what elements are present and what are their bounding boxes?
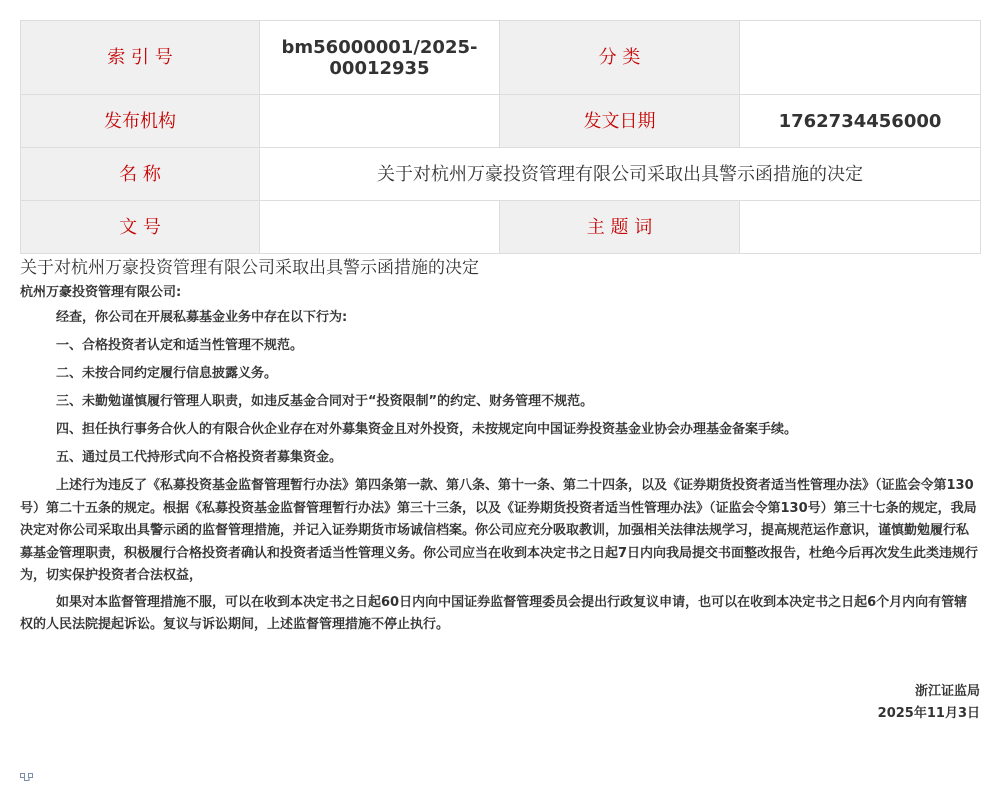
metadata-row-index (21, 21, 981, 95)
signature-organization: 浙江证监局 (914, 683, 980, 699)
keywords-value (740, 201, 981, 254)
category-label: 分 类 (500, 21, 740, 95)
addressee: 杭州万豪投资管理有限公司: (20, 285, 182, 300)
issue-date-value: 1762734456000 (740, 95, 981, 148)
paragraph-intro: 经查，你公司在开展私募基金业务中存在以下行为: (56, 310, 348, 325)
paragraph-item-2: 二、未按合同约定履行信息披露义务。 (56, 366, 278, 381)
metadata-row-docno (21, 201, 981, 254)
name-label: 名 称 (21, 148, 260, 201)
name-value: 关于对杭州万豪投资管理有限公司采取出具警示函措施的决定 (260, 148, 981, 201)
document-title: 关于对杭州万豪投资管理有限公司采取出具警示函措施的决定 (20, 258, 479, 278)
paragraph-item-1: 一、合格投资者认定和适当性管理不规范。 (56, 338, 304, 353)
metadata-table (20, 20, 981, 254)
paragraph-item-3: 三、未勤勉谨慎履行管理人职责，如违反基金合同对于“投资限制”的约定、财务管理不规范。 (56, 394, 594, 409)
index-number-value: bm56000001/2025-00012935 (260, 21, 500, 95)
signature-date: 2025年11月3日 (877, 705, 980, 721)
document-number-label: 文 号 (21, 201, 260, 254)
index-number-label: 索 引 号 (21, 21, 260, 95)
issuer-value (260, 95, 500, 148)
paragraph-decision: 上述行为违反了《私募投资基金监督管理暂行办法》第四条第一款、第八条、第十一条、第二十四条，以及《证券期货投资者适当性管理办法》（证监会令第130号）第二十五条的规定。根据《私募投资基金监督管理暂行办法》第三十三条，以及《证券期货投资者适当性管理办法》（证监会令第130号）第三十七条的规定，我局决定对你公司采取出具警示函的监督管理措施，并记入证券期货市场诚信档案。你公司应充分吸取教训，加强相关法律法规学习，提高规范运作意识，谨慎勤勉履行私募基金管理职责，积极履行合格投资者确认和投资者适当性管理义务。你公司应当在收到本决定书之日起7日内向我局提交书面整改报告，杜绝今后再次发生此类违规行为，切实保护投资者合法权益， (20, 478, 979, 583)
metadata-row-name (21, 148, 981, 201)
document-page (20, 20, 980, 725)
document-number-value (260, 201, 500, 254)
category-value (740, 21, 981, 95)
broken-image-icon (20, 766, 34, 774)
signature-block (20, 681, 980, 725)
paragraph-item-4: 四、担任执行事务合伙人的有限合伙企业存在对外募集资金且对外投资，未按规定向中国证券投资基金业协会办理基金备案手续。 (56, 422, 798, 437)
issuer-label: 发布机构 (21, 95, 260, 148)
metadata-row-issuer (21, 95, 981, 148)
issue-date-label: 发文日期 (500, 95, 740, 148)
keywords-label: 主 题 词 (500, 201, 740, 254)
paragraph-item-5: 五、通过员工代持形式向不合格投资者募集资金。 (56, 450, 343, 465)
paragraph-appeal: 如果对本监督管理措施不服，可以在收到本决定书之日起60日内向中国证券监督管理委员会提出行政复议申请，也可以在收到本决定书之日起6个月内向有管辖权的人民法院提起诉讼。复议与诉讼期间，上述监督管理措施不停止执行。 (20, 594, 968, 632)
